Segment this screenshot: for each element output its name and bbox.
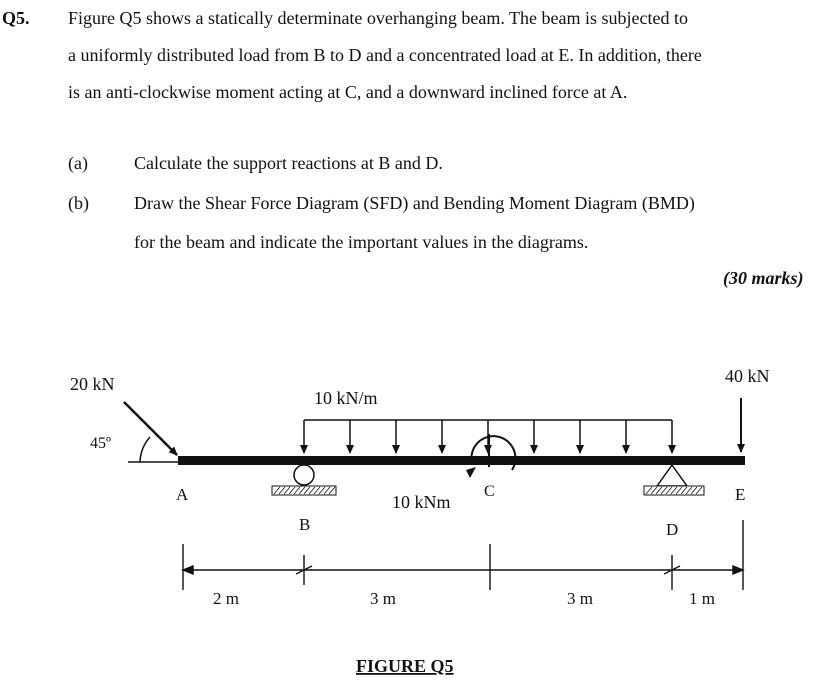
question-line-1: Figure Q5 shows a statically determinate overhanging beam. The beam is subjected to — [68, 8, 688, 28]
part-b-label: (b) — [68, 193, 89, 213]
dim-label-bc: 3 m — [370, 589, 396, 608]
dim-label-de: 1 m — [689, 589, 715, 608]
inclined-force-arrow — [124, 402, 177, 455]
pin-support-d — [644, 465, 704, 495]
question-line-2: a uniformly distributed load from B to D and a concentrated load at E. In addition, there — [68, 45, 702, 65]
part-b-text-1: Draw the Shear Force Diagram (SFD) and Bending Moment Diagram (BMD) — [134, 193, 695, 213]
part-b-text-2: for the beam and indicate the important values in the diagrams. — [134, 232, 589, 252]
question-number: Q5. — [2, 8, 30, 28]
part-a-text: Calculate the support reactions at B and D. — [134, 153, 443, 173]
angle-label: 45º — [90, 435, 111, 452]
beam — [178, 456, 745, 465]
roller-support-b — [272, 465, 336, 495]
force-e-label: 40 kN — [725, 366, 770, 386]
moment-c-label: 10 kNm — [392, 492, 451, 512]
point-e-label: E — [735, 485, 746, 504]
point-a-label: A — [176, 485, 189, 504]
part-a-label: (a) — [68, 153, 88, 173]
force-a-label: 20 kN — [70, 374, 115, 394]
question-line-3: is an anti-clockwise moment acting at C, and a downward inclined force at A. — [68, 82, 628, 102]
dim-label-ab: 2 m — [213, 589, 239, 608]
udl-label: 10 kN/m — [314, 388, 378, 408]
dimension-line — [183, 520, 743, 590]
marks-label: (30 marks) — [723, 268, 804, 288]
dim-label-cd: 3 m — [567, 589, 593, 608]
point-b-label: B — [299, 515, 311, 534]
point-c-label: C — [484, 483, 495, 500]
figure-caption: FIGURE Q5 — [356, 656, 454, 676]
point-d-label: D — [666, 520, 679, 539]
